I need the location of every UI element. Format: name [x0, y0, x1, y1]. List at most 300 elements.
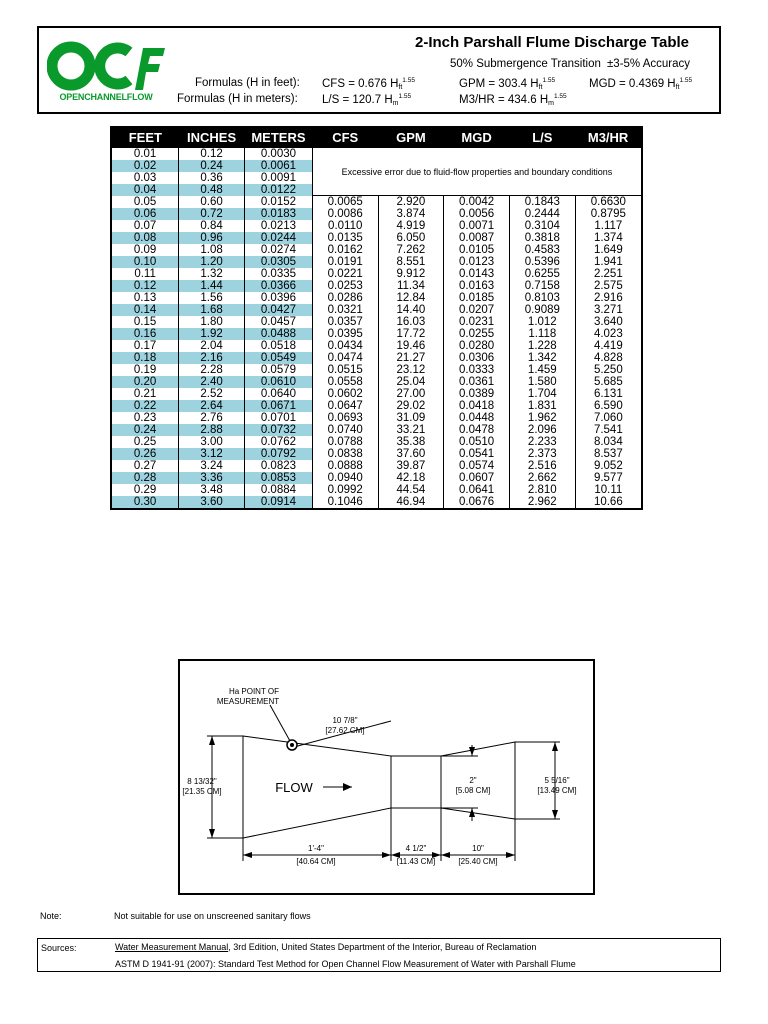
dim-converge-imperial: 1'-4": [308, 844, 324, 853]
cell-gpm: 42.18: [378, 472, 444, 484]
table-row: [111, 460, 642, 472]
cell-m3hr: 8.537: [575, 448, 642, 460]
cell-meters: 0.0701: [245, 412, 313, 424]
cell-ls: 0.5396: [509, 256, 575, 268]
cell-gpm: 39.87: [378, 460, 444, 472]
cell-gpm: 35.38: [378, 436, 444, 448]
cell-m3hr: 4.419: [575, 340, 642, 352]
dim-throat-length-imperial: 4 1/2": [405, 844, 427, 853]
cell-meters: 0.0853: [245, 472, 313, 484]
cell-gpm: 33.21: [378, 424, 444, 436]
cell-ls: 2.233: [509, 436, 575, 448]
cell-feet: 0.28: [111, 472, 179, 484]
cell-cfs: 0.0135: [312, 232, 378, 244]
gpm-formula: GPM = 303.4 $H_{ft}^{1.55}$: [459, 77, 556, 91]
cell-inches: 2.64: [179, 400, 245, 412]
cell-feet: 0.19: [111, 364, 179, 376]
cell-ls: 2.810: [509, 484, 575, 496]
cell-m3hr: 8.034: [575, 436, 642, 448]
table-row: [111, 352, 642, 364]
cell-cfs: 0.0086: [312, 208, 378, 220]
cell-gpm: 46.94: [378, 496, 444, 509]
source-1: [115, 942, 536, 952]
cell-mgd: 0.0207: [444, 304, 510, 316]
cell-feet: 0.16: [111, 328, 179, 340]
flume-drawing: [180, 661, 593, 893]
cell-meters: 0.0792: [245, 448, 313, 460]
cell-cfs: 0.0434: [312, 340, 378, 352]
cell-gpm: 17.72: [378, 328, 444, 340]
discharge-table: [110, 126, 643, 510]
cell-mgd: 0.0607: [444, 472, 510, 484]
ls-formula: L/S = 120.7 $H_m^{1.55}$: [322, 93, 412, 107]
cell-meters: 0.0671: [245, 400, 313, 412]
cell-m3hr: 1.374: [575, 232, 642, 244]
cell-inches: 2.76: [179, 412, 245, 424]
cell-inches: 3.60: [179, 496, 245, 509]
cell-cfs: 0.0647: [312, 400, 378, 412]
cell-m3hr: 0.6630: [575, 196, 642, 209]
cell-inches: 1.80: [179, 316, 245, 328]
cell-m3hr: 5.685: [575, 376, 642, 388]
cell-m3hr: 2.251: [575, 268, 642, 280]
cell-feet: 0.27: [111, 460, 179, 472]
col-header-gpm: GPM: [378, 127, 444, 148]
cell-mgd: 0.0231: [444, 316, 510, 328]
cell-inches: 1.92: [179, 328, 245, 340]
cell-meters: 0.0244: [245, 232, 313, 244]
cell-gpm: 27.00: [378, 388, 444, 400]
cell-meters: 0.0030: [245, 148, 313, 160]
cell-cfs: 0.0395: [312, 328, 378, 340]
dim-throat-length-metric: [11.43 CM]: [396, 857, 436, 866]
cell-ls: 0.8103: [509, 292, 575, 304]
cell-meters: 0.0183: [245, 208, 313, 220]
cell-cfs: 0.0788: [312, 436, 378, 448]
cell-inches: 0.84: [179, 220, 245, 232]
cell-inches: 3.12: [179, 448, 245, 460]
cell-meters: 0.0396: [245, 292, 313, 304]
cell-feet: 0.30: [111, 496, 179, 509]
cell-feet: 0.23: [111, 412, 179, 424]
page-title: 2-Inch Parshall Flume Discharge Table: [415, 34, 689, 51]
col-header-inches: INCHES: [179, 127, 245, 148]
cell-mgd: 0.0123: [444, 256, 510, 268]
cell-meters: 0.0884: [245, 484, 313, 496]
cell-meters: 0.0061: [245, 160, 313, 172]
dim-throat-imperial: 2": [469, 776, 477, 785]
mgd-formula: MGD = 0.4369 $H_{ft}^{1.55}$: [589, 77, 693, 91]
transition-text: 50% Submergence Transition: [450, 58, 601, 70]
cell-ls: 1.228: [509, 340, 575, 352]
cell-inches: 0.72: [179, 208, 245, 220]
header-box: [37, 26, 721, 114]
cell-mgd: 0.0418: [444, 400, 510, 412]
cell-gpm: 37.60: [378, 448, 444, 460]
cell-inches: 0.96: [179, 232, 245, 244]
cell-feet: 0.07: [111, 220, 179, 232]
cell-gpm: 25.04: [378, 376, 444, 388]
cell-gpm: 16.03: [378, 316, 444, 328]
cell-mgd: 0.0087: [444, 232, 510, 244]
cell-mgd: 0.0541: [444, 448, 510, 460]
cell-meters: 0.0549: [245, 352, 313, 364]
cell-inches: 2.04: [179, 340, 245, 352]
dim-converge-metric: [40.64 CM]: [296, 857, 336, 866]
cell-ls: 0.3104: [509, 220, 575, 232]
cell-ls: 1.342: [509, 352, 575, 364]
cell-inches: 1.68: [179, 304, 245, 316]
cell-inches: 1.44: [179, 280, 245, 292]
cell-mgd: 0.0105: [444, 244, 510, 256]
col-header-ls: L/S: [509, 127, 575, 148]
cell-feet: 0.12: [111, 280, 179, 292]
table-row: [111, 208, 642, 220]
cell-feet: 0.13: [111, 292, 179, 304]
logo-text: OPENCHANNELFLOW: [59, 92, 153, 102]
dim-top-metric: [27.62 CM]: [325, 726, 365, 735]
cell-meters: 0.0274: [245, 244, 313, 256]
cell-gpm: 29.02: [378, 400, 444, 412]
note-text: Not suitable for use on unscreened sanitary flows: [114, 911, 311, 921]
cell-m3hr: 7.541: [575, 424, 642, 436]
dim-right-imperial: 5 5/16": [544, 776, 570, 785]
table-row: [111, 220, 642, 232]
cell-feet: 0.25: [111, 436, 179, 448]
cell-gpm: 11.34: [378, 280, 444, 292]
cell-ls: 2.662: [509, 472, 575, 484]
cell-m3hr: 2.916: [575, 292, 642, 304]
cell-cfs: 0.1046: [312, 496, 378, 509]
cell-inches: 2.88: [179, 424, 245, 436]
table-row: [111, 412, 642, 424]
dim-diverge-imperial: 10": [472, 844, 484, 853]
dim-throat-metric: [5.08 CM]: [455, 786, 491, 795]
cell-m3hr: 4.828: [575, 352, 642, 364]
cell-cfs: 0.0321: [312, 304, 378, 316]
cell-feet: 0.24: [111, 424, 179, 436]
cell-ls: 1.831: [509, 400, 575, 412]
cell-cfs: 0.0191: [312, 256, 378, 268]
cell-meters: 0.0457: [245, 316, 313, 328]
cell-mgd: 0.0361: [444, 376, 510, 388]
table-row: [111, 388, 642, 400]
cfs-formula: CFS = 0.676 $H_{ft}^{1.55}$: [322, 77, 415, 91]
cell-m3hr: 0.8795: [575, 208, 642, 220]
accuracy-text: ±3-5% Accuracy: [607, 58, 691, 70]
cell-mgd: 0.0448: [444, 412, 510, 424]
table-body: [111, 148, 642, 510]
cell-feet: 0.02: [111, 160, 179, 172]
cell-ls: 1.459: [509, 364, 575, 376]
cell-ls: 0.9089: [509, 304, 575, 316]
table-row: [111, 364, 642, 376]
cell-gpm: 8.551: [378, 256, 444, 268]
table-row: [111, 400, 642, 412]
cell-inches: 1.32: [179, 268, 245, 280]
cell-inches: 2.40: [179, 376, 245, 388]
cell-gpm: 3.874: [378, 208, 444, 220]
cell-mgd: 0.0574: [444, 460, 510, 472]
table-row: [111, 232, 642, 244]
source-1-rest: , 3rd Edition, United States Department of the Interior, Bureau of Reclamation: [228, 942, 537, 952]
table-row: [111, 304, 642, 316]
col-header-feet: FEET: [111, 127, 179, 148]
cell-feet: 0.06: [111, 208, 179, 220]
col-header-meters: METERS: [245, 127, 313, 148]
cell-m3hr: 5.250: [575, 364, 642, 376]
source-2: ASTM D 1941-91 (2007): Standard Test Method for Open Channel Flow Measurement of Water with Parshall Flume: [115, 959, 576, 969]
cell-mgd: 0.0676: [444, 496, 510, 509]
cell-meters: 0.0122: [245, 184, 313, 196]
cell-gpm: 2.920: [378, 196, 444, 209]
cell-feet: 0.22: [111, 400, 179, 412]
formulas-feet-label: Formulas (H in feet):: [195, 77, 300, 89]
cell-feet: 0.04: [111, 184, 179, 196]
table-header-row: [111, 127, 642, 148]
cell-inches: 0.48: [179, 184, 245, 196]
cell-inches: 0.60: [179, 196, 245, 209]
cell-inches: 2.52: [179, 388, 245, 400]
cell-cfs: 0.0221: [312, 268, 378, 280]
cell-feet: 0.11: [111, 268, 179, 280]
cell-mgd: 0.0143: [444, 268, 510, 280]
cell-inches: 0.24: [179, 160, 245, 172]
source-1-title: Water Measurement Manual: [115, 942, 229, 952]
cell-m3hr: 9.577: [575, 472, 642, 484]
cell-feet: 0.17: [111, 340, 179, 352]
cell-ls: 1.962: [509, 412, 575, 424]
cell-cfs: 0.0253: [312, 280, 378, 292]
cell-cfs: 0.0515: [312, 364, 378, 376]
cell-meters: 0.0579: [245, 364, 313, 376]
m3hr-formula: M3/HR = 434.6 $H_m^{1.55}$: [459, 93, 567, 107]
cell-feet: 0.18: [111, 352, 179, 364]
cell-feet: 0.26: [111, 448, 179, 460]
cell-meters: 0.0366: [245, 280, 313, 292]
cell-mgd: 0.0056: [444, 208, 510, 220]
cell-meters: 0.0427: [245, 304, 313, 316]
cell-ls: 0.7158: [509, 280, 575, 292]
cell-m3hr: 6.131: [575, 388, 642, 400]
table-row: [111, 436, 642, 448]
cell-ls: 2.962: [509, 496, 575, 509]
cell-inches: 1.08: [179, 244, 245, 256]
dim-diverge-metric: [25.40 CM]: [458, 857, 498, 866]
flow-label: FLOW: [275, 780, 313, 795]
cell-meters: 0.0732: [245, 424, 313, 436]
cell-cfs: 0.0110: [312, 220, 378, 232]
cell-m3hr: 10.11: [575, 484, 642, 496]
cell-gpm: 6.050: [378, 232, 444, 244]
sources-label: Sources:: [41, 943, 77, 953]
cell-gpm: 31.09: [378, 412, 444, 424]
cell-cfs: 0.0940: [312, 472, 378, 484]
cell-feet: 0.15: [111, 316, 179, 328]
table-row: [111, 316, 642, 328]
cell-cfs: 0.0357: [312, 316, 378, 328]
cell-cfs: 0.0992: [312, 484, 378, 496]
dim-top-imperial: 10 7/8": [332, 716, 358, 725]
cell-m3hr: 9.052: [575, 460, 642, 472]
cell-mgd: 0.0280: [444, 340, 510, 352]
cell-cfs: 0.0602: [312, 388, 378, 400]
cell-inches: 1.20: [179, 256, 245, 268]
dim-right-metric: [13.49 CM]: [537, 786, 577, 795]
cell-ls: 2.096: [509, 424, 575, 436]
cell-gpm: 9.912: [378, 268, 444, 280]
cell-m3hr: 4.023: [575, 328, 642, 340]
cell-cfs: 0.0693: [312, 412, 378, 424]
cell-meters: 0.0213: [245, 220, 313, 232]
diverging-section: [441, 742, 515, 819]
col-header-mgd: MGD: [444, 127, 510, 148]
cell-cfs: 0.0065: [312, 196, 378, 209]
cell-ls: 0.4583: [509, 244, 575, 256]
cell-feet: 0.03: [111, 172, 179, 184]
cell-m3hr: 2.575: [575, 280, 642, 292]
dim-left-imperial: 8 13/32": [187, 777, 217, 786]
cell-feet: 0.14: [111, 304, 179, 316]
cell-m3hr: 1.117: [575, 220, 642, 232]
cell-inches: 3.48: [179, 484, 245, 496]
cell-meters: 0.0610: [245, 376, 313, 388]
measurement-label-2: MEASUREMENT: [216, 697, 280, 706]
cell-gpm: 14.40: [378, 304, 444, 316]
cell-inches: 1.56: [179, 292, 245, 304]
table-row: [111, 244, 642, 256]
table-row: [111, 256, 642, 268]
cell-meters: 0.0335: [245, 268, 313, 280]
table-row: [111, 196, 642, 209]
cell-gpm: 12.84: [378, 292, 444, 304]
cell-ls: 0.1843: [509, 196, 575, 209]
cell-inches: 0.36: [179, 172, 245, 184]
cell-meters: 0.0823: [245, 460, 313, 472]
cell-gpm: 21.27: [378, 352, 444, 364]
cell-ls: 1.118: [509, 328, 575, 340]
cell-feet: 0.01: [111, 148, 179, 160]
measurement-label-1: Ha POINT OF: [228, 687, 280, 696]
cell-feet: 0.05: [111, 196, 179, 209]
table-row: [111, 484, 642, 496]
cell-cfs: 0.0162: [312, 244, 378, 256]
cell-meters: 0.0640: [245, 388, 313, 400]
table-row: [111, 376, 642, 388]
cell-mgd: 0.0255: [444, 328, 510, 340]
cell-feet: 0.20: [111, 376, 179, 388]
table-row: [111, 280, 642, 292]
cell-ls: 0.2444: [509, 208, 575, 220]
cell-ls: 2.516: [509, 460, 575, 472]
cell-ls: 1.580: [509, 376, 575, 388]
excessive-error-note: Excessive error due to fluid-flow properties and boundary conditions: [312, 148, 642, 196]
table-row: [111, 292, 642, 304]
cell-cfs: 0.0888: [312, 460, 378, 472]
cell-cfs: 0.0838: [312, 448, 378, 460]
cell-meters: 0.0091: [245, 172, 313, 184]
cell-mgd: 0.0071: [444, 220, 510, 232]
converging-section: [243, 736, 391, 838]
cell-gpm: 4.919: [378, 220, 444, 232]
cell-cfs: 0.0474: [312, 352, 378, 364]
cell-inches: 3.24: [179, 460, 245, 472]
cell-meters: 0.0152: [245, 196, 313, 209]
cell-m3hr: 6.590: [575, 400, 642, 412]
table-row: [111, 328, 642, 340]
cell-meters: 0.0305: [245, 256, 313, 268]
cell-inches: 2.16: [179, 352, 245, 364]
cell-feet: 0.21: [111, 388, 179, 400]
table-row: [111, 496, 642, 509]
cell-m3hr: 7.060: [575, 412, 642, 424]
cell-ls: 0.3818: [509, 232, 575, 244]
dim-left-metric: [21.35 CM]: [182, 787, 222, 796]
cell-gpm: 7.262: [378, 244, 444, 256]
cell-m3hr: 3.271: [575, 304, 642, 316]
cell-mgd: 0.0042: [444, 196, 510, 209]
measurement-point-icon: [287, 740, 297, 750]
cell-feet: 0.29: [111, 484, 179, 496]
cell-meters: 0.0914: [245, 496, 313, 509]
cell-mgd: 0.0510: [444, 436, 510, 448]
cell-gpm: 23.12: [378, 364, 444, 376]
flume-diagram: [178, 659, 595, 895]
cell-ls: 0.6255: [509, 268, 575, 280]
table-row: [111, 340, 642, 352]
cell-feet: 0.10: [111, 256, 179, 268]
cell-feet: 0.09: [111, 244, 179, 256]
col-header-cfs: CFS: [312, 127, 378, 148]
cell-inches: 3.36: [179, 472, 245, 484]
cell-meters: 0.0488: [245, 328, 313, 340]
cell-meters: 0.0762: [245, 436, 313, 448]
cell-mgd: 0.0306: [444, 352, 510, 364]
cell-ls: 1.704: [509, 388, 575, 400]
sources-box: [37, 938, 721, 972]
cell-inches: 0.12: [179, 148, 245, 160]
cell-mgd: 0.0389: [444, 388, 510, 400]
cell-inches: 2.28: [179, 364, 245, 376]
cell-gpm: 44.54: [378, 484, 444, 496]
cell-cfs: 0.0740: [312, 424, 378, 436]
table-row: [111, 424, 642, 436]
cell-m3hr: 3.640: [575, 316, 642, 328]
cell-gpm: 19.46: [378, 340, 444, 352]
cell-meters: 0.0518: [245, 340, 313, 352]
cell-m3hr: 10.66: [575, 496, 642, 509]
throat-section: [391, 756, 441, 808]
cell-mgd: 0.0163: [444, 280, 510, 292]
cell-mgd: 0.0185: [444, 292, 510, 304]
table-row: [111, 268, 642, 280]
cell-m3hr: 1.941: [575, 256, 642, 268]
cell-mgd: 0.0478: [444, 424, 510, 436]
col-header-m3hr: M3/HR: [575, 127, 642, 148]
table-row: [111, 448, 642, 460]
cell-inches: 3.00: [179, 436, 245, 448]
cell-feet: 0.08: [111, 232, 179, 244]
note-label: Note:: [40, 911, 62, 921]
table-row: [111, 148, 642, 160]
formulas-meters-label: Formulas (H in meters):: [177, 93, 298, 105]
cell-ls: 2.373: [509, 448, 575, 460]
cell-mgd: 0.0333: [444, 364, 510, 376]
table-row: [111, 472, 642, 484]
cell-ls: 1.012: [509, 316, 575, 328]
cell-cfs: 0.0558: [312, 376, 378, 388]
cell-cfs: 0.0286: [312, 292, 378, 304]
